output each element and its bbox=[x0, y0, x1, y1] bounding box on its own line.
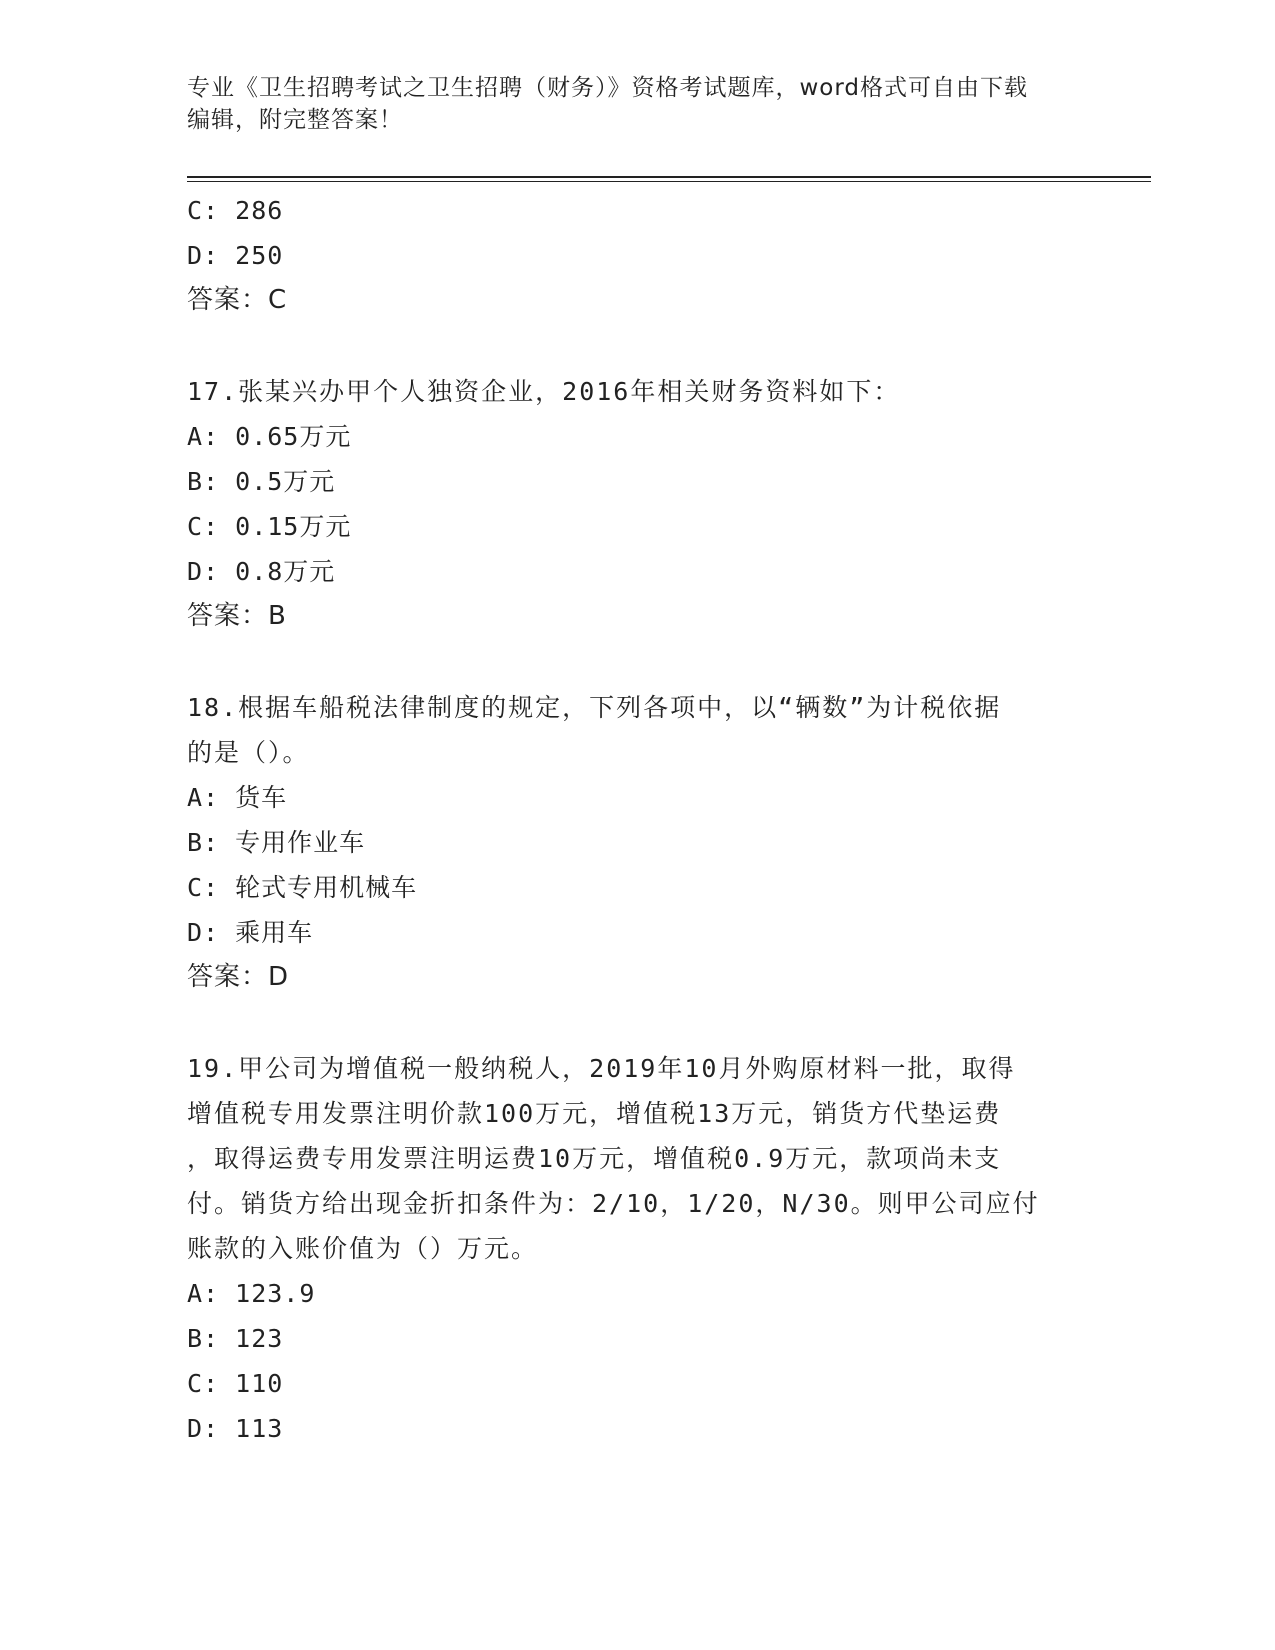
option-a: A: 123.9 bbox=[187, 1279, 316, 1308]
answer-line: 答案：D bbox=[187, 962, 290, 992]
question-spacer bbox=[187, 1000, 1087, 1046]
option-d: D: 250 bbox=[187, 241, 284, 270]
question-stem: 17.张某兴办甲个人独资企业，2016年相关财务资料如下： bbox=[187, 377, 901, 406]
option-d: D: 乘用车 bbox=[187, 918, 314, 947]
question-list bbox=[187, 188, 1087, 1451]
option-c: C: 110 bbox=[187, 1369, 284, 1398]
question-spacer bbox=[187, 323, 1087, 369]
question-19 bbox=[187, 1046, 1087, 1451]
option-c: C: 286 bbox=[187, 196, 284, 225]
option-d: D: 113 bbox=[187, 1414, 284, 1443]
option-c: C: 0.15万元 bbox=[187, 512, 352, 541]
page-header bbox=[187, 72, 1087, 136]
option-a: A: 货车 bbox=[187, 783, 288, 812]
question-spacer bbox=[187, 639, 1087, 685]
header-line-1: 专业《卫生招聘考试之卫生招聘（财务）》资格考试题库，word格式可自由下载 bbox=[187, 75, 1029, 101]
option-b: B: 0.5万元 bbox=[187, 467, 336, 496]
question-stem-line-2: 的是（）。 bbox=[187, 738, 310, 767]
answer-line: 答案：B bbox=[187, 601, 287, 631]
header-rule-top bbox=[187, 176, 1151, 178]
option-b: B: 123 bbox=[187, 1324, 284, 1353]
header-line-2: 编辑，附完整答案！ bbox=[187, 107, 403, 133]
option-b: B: 专用作业车 bbox=[187, 828, 366, 857]
question-stem-line-1: 18.根据车船税法律制度的规定，下列各项中，以“辆数”为计税依据 bbox=[187, 693, 1002, 722]
answer-line: 答案：C bbox=[187, 285, 288, 315]
option-c: C: 轮式专用机械车 bbox=[187, 873, 418, 902]
question-stem-line-3: ，取得运费专用发票注明运费10万元，增值税0.9万元，款项尚未支 bbox=[187, 1144, 1002, 1173]
header-rule-bottom bbox=[187, 181, 1151, 182]
question-stem-line-2: 增值税专用发票注明价款100万元，增值税13万元，销货方代垫运费 bbox=[187, 1099, 1002, 1128]
question-17 bbox=[187, 369, 1087, 639]
option-d: D: 0.8万元 bbox=[187, 557, 336, 586]
question-stem-line-5: 账款的入账价值为（）万元。 bbox=[187, 1234, 539, 1263]
question-stem-line-1: 19.甲公司为增值税一般纳税人，2019年10月外购原材料一批，取得 bbox=[187, 1054, 1016, 1083]
option-a: A: 0.65万元 bbox=[187, 422, 352, 451]
question-18 bbox=[187, 685, 1087, 1000]
question-stem-line-4: 付。销货方给出现金折扣条件为：2/10，1/20，N/30。则甲公司应付 bbox=[187, 1189, 1040, 1218]
question-16 bbox=[187, 188, 1087, 323]
